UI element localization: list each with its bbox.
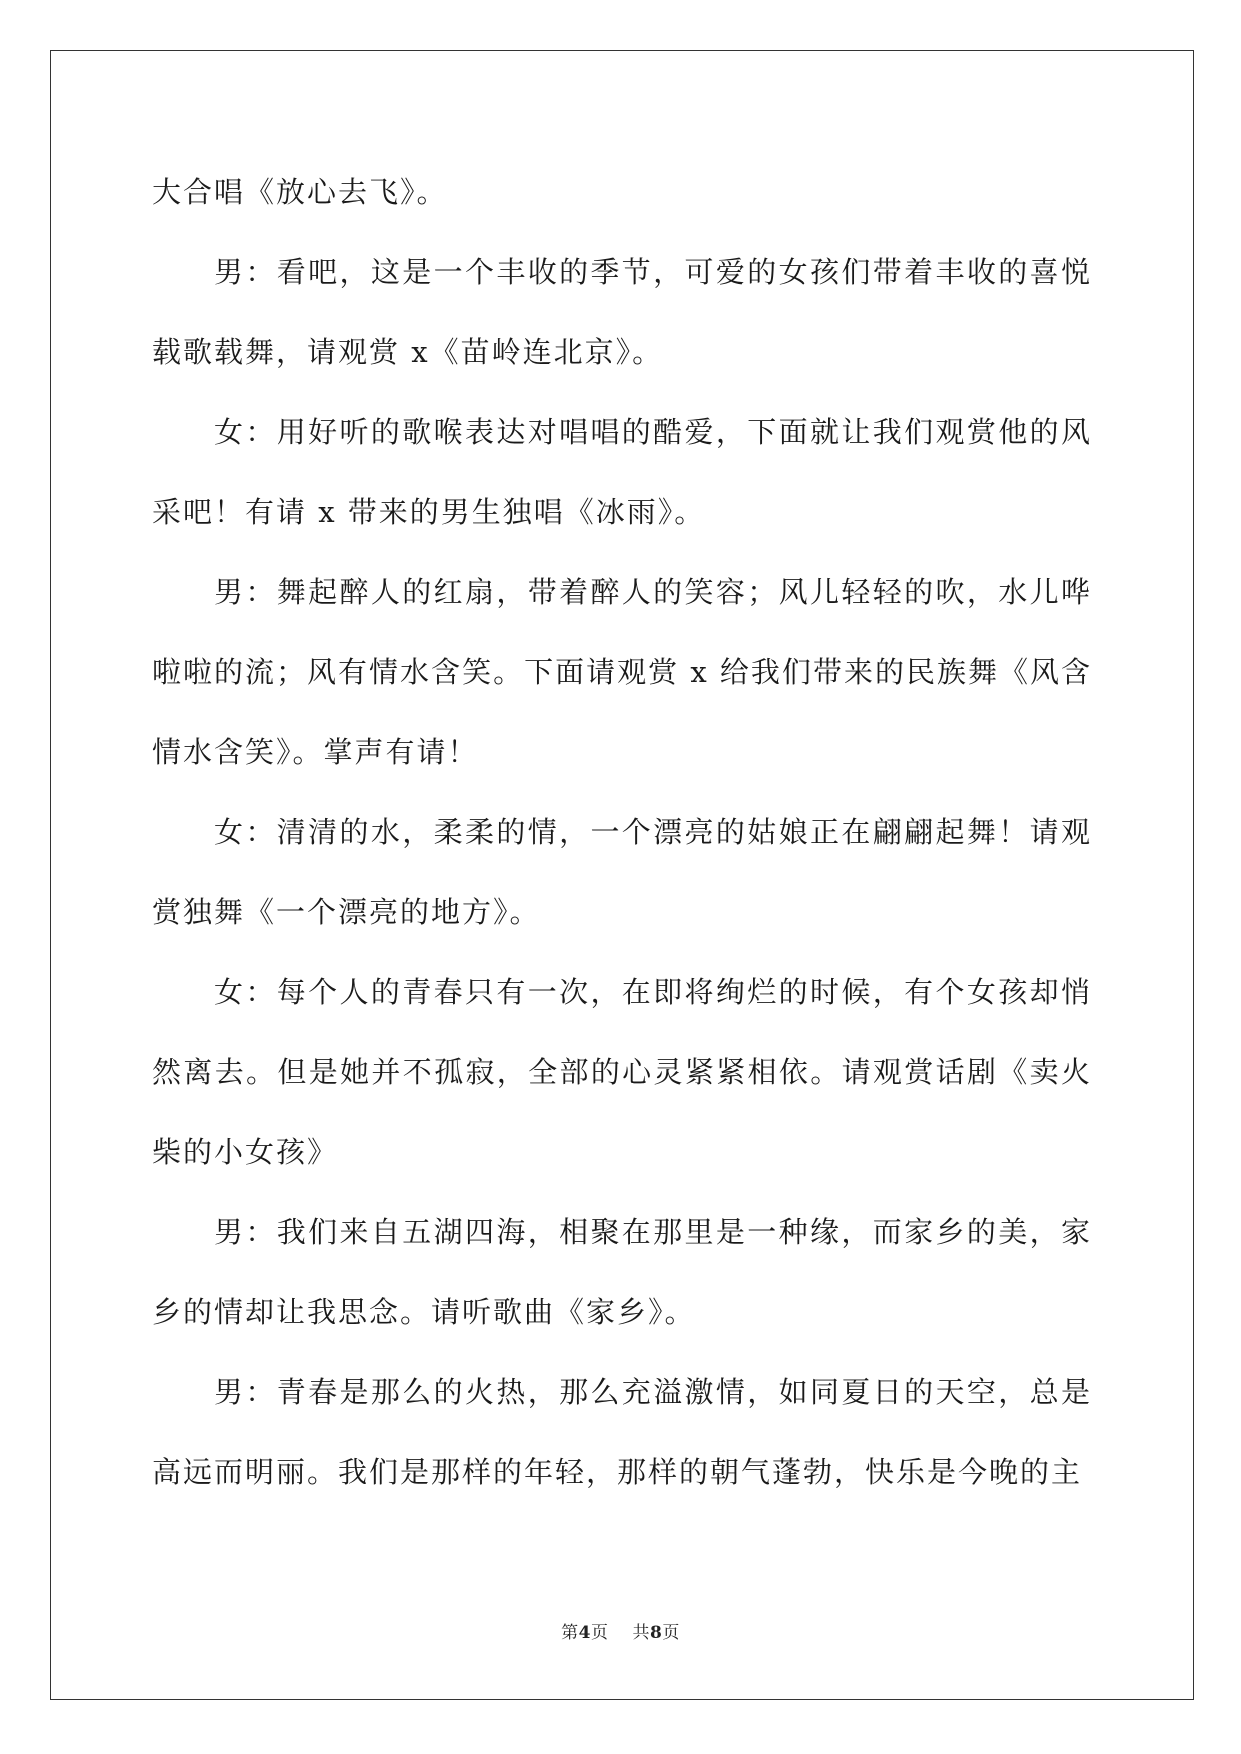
paragraph: 女：每个人的青春只有一次，在即将绚烂的时候，有个女孩却悄然离去。但是她并不孤寂，全部的心灵紧紧相依。请观赏话剧《卖火柴的小女孩》	[152, 975, 1092, 1169]
paragraph: 男：看吧，这是一个丰收的季节，可爱的女孩们带着丰收的喜悦载歌载舞，请观赏 x《苗岭连北京》。	[152, 255, 1092, 369]
document-body	[152, 152, 1092, 1512]
page-footer	[0, 1618, 1241, 1643]
paragraph: 女：用好听的歌喉表达对唱唱的酷爱，下面就让我们观赏他的风采吧！有请 x 带来的男生独唱《冰雨》。	[152, 415, 1092, 529]
total-suffix: 页	[662, 1623, 680, 1643]
page-current: 4	[578, 1623, 591, 1643]
page-prefix: 第	[561, 1623, 579, 1643]
paragraph: 男：我们来自五湖四海，相聚在那里是一种缘，而家乡的美，家乡的情却让我思念。请听歌曲《家乡》。	[152, 1215, 1092, 1329]
paragraph: 女：清清的水，柔柔的情，一个漂亮的姑娘正在翩翩起舞！请观赏独舞《一个漂亮的地方》。	[152, 815, 1092, 929]
paragraph: 男：青春是那么的火热，那么充溢激情，如同夏日的天空，总是高远而明丽。我们是那样的年轻，那样的朝气蓬勃，快乐是今晚的主	[152, 1375, 1092, 1489]
page-suffix: 页	[591, 1623, 609, 1643]
total-prefix: 共	[632, 1623, 650, 1643]
paragraph: 大合唱《放心去飞》。	[152, 175, 448, 209]
page-total: 8	[650, 1623, 663, 1643]
paragraph: 男：舞起醉人的红扇，带着醉人的笑容；风儿轻轻的吹，水儿哗啦啦的流；风有情水含笑。下面请观赏 x 给我们带来的民族舞《风含情水含笑》。掌声有请！	[152, 575, 1092, 769]
